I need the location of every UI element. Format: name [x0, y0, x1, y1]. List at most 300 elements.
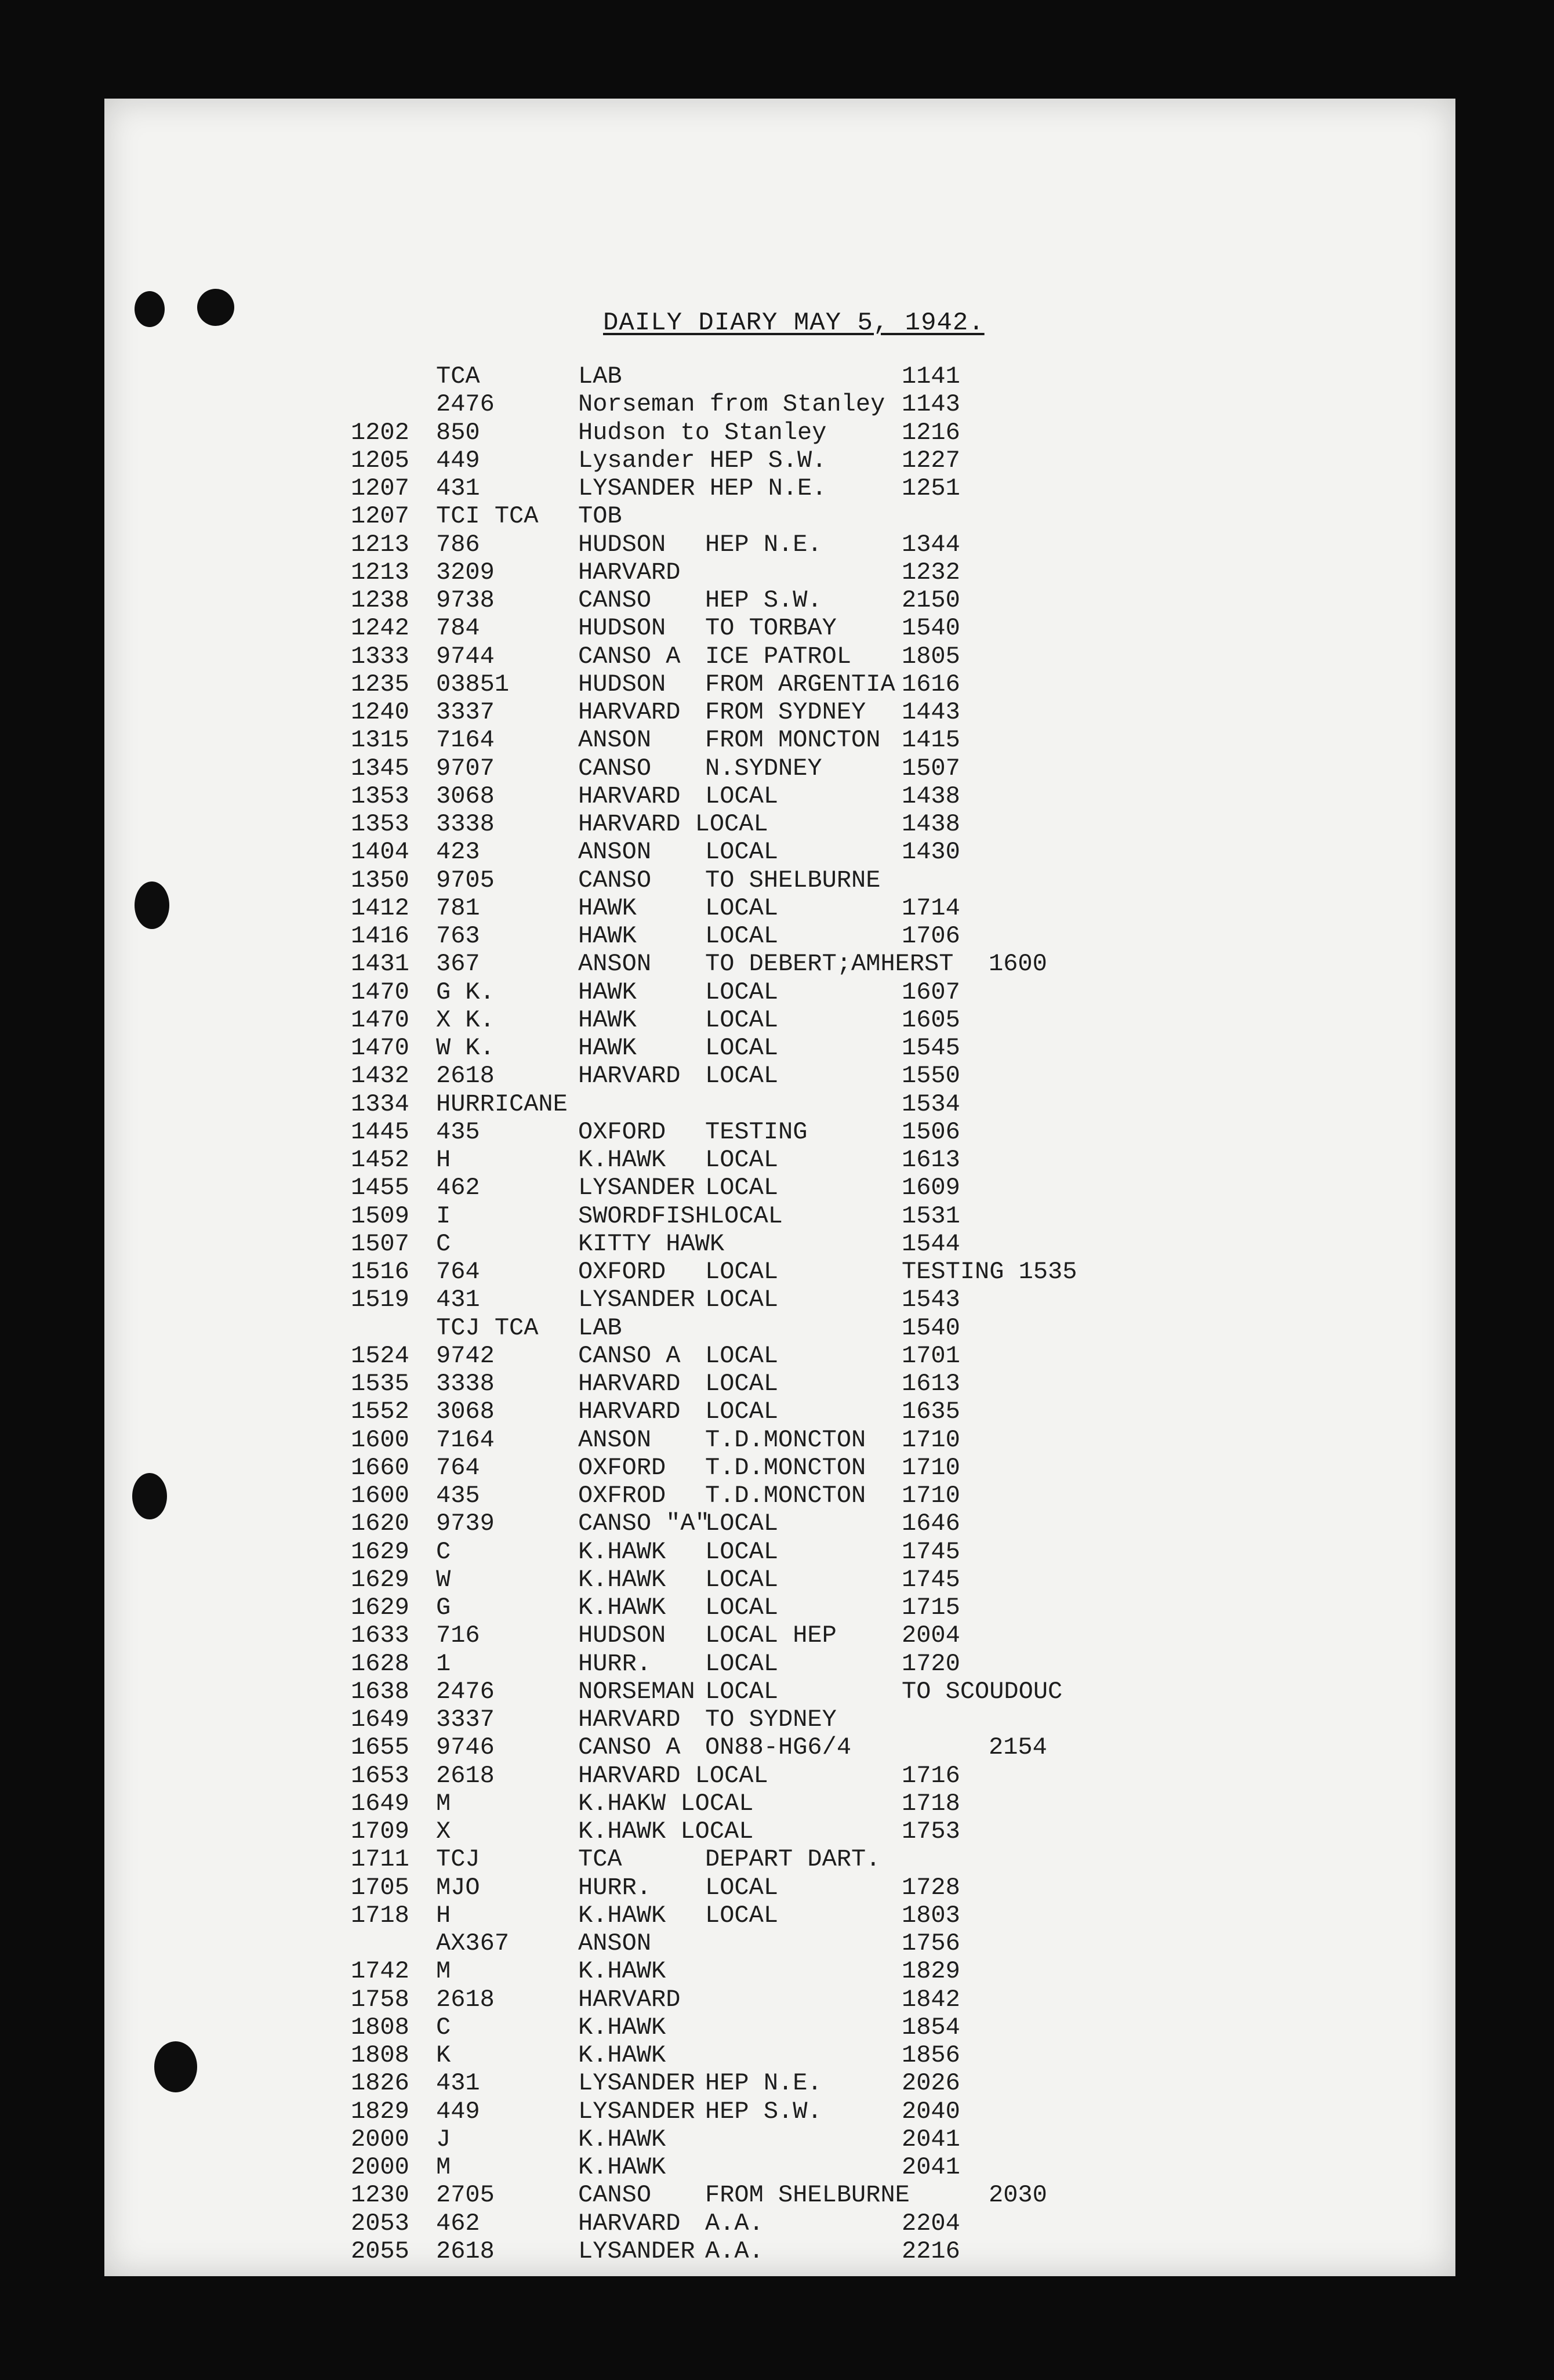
entry-type: ANSON: [578, 726, 652, 754]
entry-arr: 1701: [902, 1341, 960, 1370]
entry-remark: LOCAL: [705, 922, 779, 950]
entry-arr: 1756: [902, 1929, 960, 1957]
binder-hole: [197, 289, 234, 326]
entry-type: NORSEMAN: [578, 1677, 695, 1706]
entry-id: K: [436, 2041, 451, 2069]
entry-type: HUDSON: [578, 670, 666, 698]
entry-id: 3337: [436, 698, 495, 726]
entry-id: 367: [436, 950, 480, 978]
entry-type: HAWK: [578, 1006, 637, 1034]
entry-time: 1620: [351, 1510, 409, 1538]
entry-type: CANSO A: [578, 642, 681, 670]
entry-id: TCJ TCA: [436, 1314, 539, 1342]
diary-entry: [0, 2210, 1392, 2237]
entry-id: 9705: [436, 866, 495, 894]
entry-type: LYSANDER: [578, 2097, 695, 2125]
entry-id: X K.: [436, 1006, 495, 1034]
diary-entry: [0, 1678, 1392, 1706]
entry-id: H: [436, 1901, 451, 1929]
entry-id: 2618: [436, 1062, 495, 1090]
entry-type: K.HAWK: [578, 1594, 666, 1621]
entry-remark: LOCAL: [705, 1510, 779, 1538]
entry-arr: 1646: [902, 1510, 960, 1538]
entry-id: 449: [436, 446, 480, 474]
entry-arr: 1710: [902, 1482, 960, 1510]
entry-type: HARVARD: [578, 2209, 681, 2237]
entry-arr: 1616: [902, 670, 960, 698]
entry-arr: 1543: [902, 1286, 960, 1314]
entry-time: 1826: [351, 2069, 409, 2098]
entry-arr: 1506: [902, 1118, 960, 1146]
diary-entry: [0, 2153, 1392, 2181]
entry-remark: DEPART DART.: [705, 1845, 881, 1874]
entry-type: HARVARD: [578, 782, 681, 810]
entry-remark: TO SHELBURNE: [705, 866, 881, 894]
entry-remark: LOCAL: [705, 838, 779, 866]
entry-type: HUDSON: [578, 1621, 666, 1650]
diary-entry: [0, 1286, 1392, 1314]
entry-id: AX367: [436, 1929, 510, 1957]
entry-remark: LOCAL: [705, 1677, 779, 1706]
entry-arr: 1842: [902, 1985, 960, 2013]
entry-remark: LOCAL: [705, 1901, 779, 1929]
entry-id: 431: [436, 1286, 480, 1314]
entry-remark: LOCAL: [705, 1062, 779, 1090]
entry-arr: 1714: [902, 894, 960, 922]
entry-arr: 1716: [902, 1761, 960, 1790]
diary-entry: [0, 1006, 1392, 1034]
entry-arr: 1540: [902, 614, 960, 643]
entry-type: Lysander HEP S.W.: [578, 446, 827, 474]
entry-arr: 2040: [902, 2097, 960, 2125]
entry-arr: 1856: [902, 2041, 960, 2069]
entry-remark: LOCAL: [705, 1565, 779, 1594]
entry-id: TCA: [436, 362, 480, 390]
entry-arr: 2004: [902, 1621, 960, 1650]
entry-type: TCA: [578, 1845, 622, 1874]
entry-time: 1718: [351, 1901, 409, 1929]
diary-entry: [0, 726, 1392, 754]
entry-id: 3068: [436, 1398, 495, 1426]
entry-time: 1649: [351, 1789, 409, 1817]
entry-arr: 1507: [902, 754, 960, 782]
entry-type: ANSON: [578, 1425, 652, 1454]
entry-time: 1353: [351, 782, 409, 810]
entry-id: 435: [436, 1482, 480, 1510]
entry-arr: 1534: [902, 1090, 960, 1118]
entry-time: 1516: [351, 1258, 409, 1286]
entry-time: 1470: [351, 1034, 409, 1062]
entry-arr: 1251: [902, 474, 960, 502]
entry-remark: LOCAL: [705, 1006, 779, 1034]
diary-entry: [0, 1733, 1392, 1761]
entry-remark: HEP N.E.: [705, 530, 822, 558]
entry-time: 1808: [351, 2013, 409, 2041]
entry-id: I: [436, 1202, 451, 1230]
entry-id: H: [436, 1146, 451, 1174]
entry-arr: 1415: [902, 726, 960, 754]
entry-extra: 2030: [989, 2181, 1047, 2210]
diary-entry: [0, 2041, 1392, 2069]
entry-type: CANSO: [578, 2181, 652, 2210]
entry-arr: 1728: [902, 1873, 960, 1902]
entry-id: 423: [436, 838, 480, 866]
entry-type: HUDSON: [578, 530, 666, 558]
entry-time: 1238: [351, 586, 409, 614]
diary-entry: [0, 922, 1392, 950]
diary-entry: [0, 1706, 1392, 1733]
entry-arr: 2026: [902, 2069, 960, 2098]
entry-time: 1213: [351, 530, 409, 558]
entry-time: 2053: [351, 2209, 409, 2237]
entry-time: 1829: [351, 2097, 409, 2125]
entry-id: 9707: [436, 754, 495, 782]
entry-time: 1205: [351, 446, 409, 474]
diary-entry: [0, 2237, 1392, 2265]
entry-type: HARVARD: [578, 698, 681, 726]
diary-entry: [0, 1370, 1392, 1398]
diary-entry: [0, 474, 1392, 502]
entry-id: 9739: [436, 1510, 495, 1538]
entry-remark: A.A.: [705, 2209, 764, 2237]
entry-time: 1629: [351, 1565, 409, 1594]
diary-entry: [0, 1034, 1392, 1062]
entry-type: LAB: [578, 362, 622, 390]
entry-type: KITTY HAWK: [578, 1229, 725, 1258]
diary-entry: [0, 2013, 1392, 2041]
entry-time: 1432: [351, 1062, 409, 1090]
entry-id: M: [436, 1957, 451, 1986]
entry-type: CANSO: [578, 866, 652, 894]
diary-entry: [0, 1090, 1392, 1118]
entry-arr: 2041: [902, 2125, 960, 2153]
entry-arr: 1753: [902, 1817, 960, 1845]
entry-id: 1: [436, 1649, 451, 1678]
entry-id: 3068: [436, 782, 495, 810]
entry-type: SWORDFISHLOCAL: [578, 1202, 783, 1230]
entry-remark: LOCAL: [705, 1341, 779, 1370]
entry-remark: LOCAL: [705, 1146, 779, 1174]
entry-arr: 1745: [902, 1565, 960, 1594]
binder-hole: [135, 291, 165, 327]
entry-time: 1416: [351, 922, 409, 950]
entry-type: Hudson to Stanley: [578, 418, 827, 447]
entry-type: LYSANDER: [578, 2069, 695, 2098]
entry-arr: 1854: [902, 2013, 960, 2041]
entry-type: OXFROD: [578, 1482, 666, 1510]
entry-type: CANSO A: [578, 1341, 681, 1370]
entry-type: K.HAWK: [578, 1537, 666, 1566]
entry-remark: TO DEBERT;AMHERST: [705, 950, 954, 978]
entry-time: 1412: [351, 894, 409, 922]
entry-remark: LOCAL: [705, 1034, 779, 1062]
entry-id: 462: [436, 1174, 480, 1202]
entry-arr: 1803: [902, 1901, 960, 1929]
entry-type: K.HAWK: [578, 2041, 666, 2069]
entry-arr: 1344: [902, 530, 960, 558]
entry-arr: TO SCOUDOUC: [902, 1677, 1063, 1706]
entry-time: 1345: [351, 754, 409, 782]
entry-time: 1334: [351, 1090, 409, 1118]
entry-type: HUDSON: [578, 614, 666, 643]
entry-type: OXFORD: [578, 1453, 666, 1482]
diary-entry: [0, 362, 1392, 390]
diary-entry: [0, 782, 1392, 810]
entry-arr: 1545: [902, 1034, 960, 1062]
diary-entry: [0, 1174, 1392, 1202]
entry-type: CANSO "A": [578, 1510, 710, 1538]
entry-time: 1638: [351, 1677, 409, 1706]
entry-type: HARVARD: [578, 1985, 681, 2013]
entry-arr: 1710: [902, 1425, 960, 1454]
entry-extra: 2154: [989, 1733, 1047, 1762]
entry-arr: TESTING 1535: [902, 1258, 1077, 1286]
entry-remark: LOCAL: [705, 1537, 779, 1566]
entry-time: 1600: [351, 1482, 409, 1510]
entry-remark: HEP S.W.: [705, 2097, 822, 2125]
diary-entry: [0, 1258, 1392, 1286]
entry-id: 2618: [436, 1985, 495, 2013]
entry-remark: FROM SYDNEY: [705, 698, 866, 726]
entry-id: G: [436, 1594, 451, 1621]
diary-entry: [0, 1762, 1392, 1790]
entry-type: K.HAWK: [578, 2013, 666, 2041]
entry-time: 1207: [351, 502, 409, 531]
entry-arr: 1706: [902, 922, 960, 950]
entry-id: 2705: [436, 2181, 495, 2210]
diary-entry: [0, 1426, 1392, 1454]
entry-id: 7164: [436, 726, 495, 754]
entry-type: OXFORD: [578, 1258, 666, 1286]
diary-entry: [0, 1398, 1392, 1425]
entry-remark: FROM ARGENTIA: [705, 670, 895, 698]
diary-entry: [0, 894, 1392, 922]
entry-time: 1452: [351, 1146, 409, 1174]
entry-time: 1230: [351, 2181, 409, 2210]
entry-time: 1709: [351, 1817, 409, 1845]
entry-time: 1653: [351, 1761, 409, 1790]
entry-remark: T.D.MONCTON: [705, 1453, 866, 1482]
diary-entry: [0, 1062, 1392, 1090]
entry-arr: 1720: [902, 1649, 960, 1678]
diary-entry: [0, 1566, 1392, 1594]
entry-remark: LOCAL HEP: [705, 1621, 837, 1650]
entry-time: 1431: [351, 950, 409, 978]
entry-type: HAWK: [578, 894, 637, 922]
entry-type: HARVARD LOCAL: [578, 810, 768, 838]
entry-arr: 1718: [902, 1789, 960, 1817]
entry-arr: 2150: [902, 586, 960, 614]
entry-id: 431: [436, 474, 480, 502]
entry-id: 9744: [436, 642, 495, 670]
entry-id: 9746: [436, 1733, 495, 1762]
diary-entry: [0, 502, 1392, 530]
entry-id: 2476: [436, 1677, 495, 1706]
diary-entry: [0, 1594, 1392, 1621]
diary-entry: [0, 1902, 1392, 1929]
entry-id: 03851: [436, 670, 510, 698]
entry-remark: LOCAL: [705, 1370, 779, 1398]
entry-arr: 2204: [902, 2209, 960, 2237]
entry-remark: TO TORBAY: [705, 614, 837, 643]
diary-entry: [0, 2125, 1392, 2153]
diary-entry: [0, 447, 1392, 474]
entry-time: 1445: [351, 1118, 409, 1146]
entry-id: 9742: [436, 1341, 495, 1370]
entry-type: HARVARD: [578, 1706, 681, 1733]
entry-type: LYSANDER: [578, 1174, 695, 1202]
entry-remark: LOCAL: [705, 978, 779, 1006]
entry-id: 7164: [436, 1425, 495, 1454]
entry-time: 1535: [351, 1370, 409, 1398]
entry-type: CANSO A: [578, 1733, 681, 1762]
entry-type: ANSON: [578, 838, 652, 866]
diary-entry: [0, 1118, 1392, 1146]
entry-time: 1350: [351, 866, 409, 894]
entry-type: LYSANDER: [578, 2237, 695, 2265]
entry-remark: T.D.MONCTON: [705, 1482, 866, 1510]
entry-id: TCI TCA: [436, 502, 539, 531]
entry-time: 1353: [351, 810, 409, 838]
diary-entry: [0, 1845, 1392, 1873]
entry-arr: 1430: [902, 838, 960, 866]
entry-type: K.HAWK: [578, 1901, 666, 1929]
diary-entry: [0, 2181, 1392, 2209]
entry-arr: 1531: [902, 1202, 960, 1230]
entry-arr: 1635: [902, 1398, 960, 1426]
entry-arr: 1607: [902, 978, 960, 1006]
entry-time: 1705: [351, 1873, 409, 1902]
entry-type: HARVARD LOCAL: [578, 1761, 768, 1790]
entry-id: 764: [436, 1453, 480, 1482]
entry-type: ANSON: [578, 1929, 652, 1957]
entry-time: 1235: [351, 670, 409, 698]
entry-time: 1629: [351, 1594, 409, 1621]
diary-entry: [0, 754, 1392, 782]
entry-type: LYSANDER HEP N.E.: [578, 474, 827, 502]
diary-entry: [0, 1790, 1392, 1817]
entry-arr: 2041: [902, 2153, 960, 2181]
entry-type: K.HAWK: [578, 1565, 666, 1594]
entry-id: J: [436, 2125, 451, 2153]
entry-id: 786: [436, 530, 480, 558]
entry-arr: 1141: [902, 362, 960, 390]
entry-id: 784: [436, 614, 480, 643]
diary-entry: [0, 1454, 1392, 1482]
entry-arr: 1715: [902, 1594, 960, 1621]
entry-type: K.HAWK: [578, 1146, 666, 1174]
entry-time: 1470: [351, 1006, 409, 1034]
entry-id: C: [436, 2013, 451, 2041]
diary-entry: [0, 698, 1392, 726]
entry-id: M: [436, 2153, 451, 2181]
entry-id: W K.: [436, 1034, 495, 1062]
entry-time: 1711: [351, 1845, 409, 1874]
entry-id: 763: [436, 922, 480, 950]
entry-arr: 1540: [902, 1314, 960, 1342]
entry-time: 1628: [351, 1649, 409, 1678]
entry-type: HARVARD: [578, 558, 681, 586]
entry-time: 1660: [351, 1453, 409, 1482]
entry-id: 462: [436, 2209, 480, 2237]
diary-entry: [0, 531, 1392, 558]
entry-type: LYSANDER: [578, 1286, 695, 1314]
entry-arr: 1232: [902, 558, 960, 586]
entry-remark: N.SYDNEY: [705, 754, 822, 782]
diary-entry: [0, 1202, 1392, 1230]
entry-time: 2000: [351, 2153, 409, 2181]
entry-extra: 1600: [989, 950, 1047, 978]
entry-id: 3338: [436, 1370, 495, 1398]
diary-entry: [0, 1817, 1392, 1845]
entry-time: 1404: [351, 838, 409, 866]
entry-id: 781: [436, 894, 480, 922]
diary-entry: [0, 810, 1392, 838]
entry-id: 3209: [436, 558, 495, 586]
entry-arr: 1613: [902, 1370, 960, 1398]
entry-type: Norseman from Stanley: [578, 390, 885, 419]
diary-entry: [0, 1538, 1392, 1566]
entry-time: 1629: [351, 1537, 409, 1566]
diary-entry: [0, 1510, 1392, 1537]
entry-arr: 1438: [902, 782, 960, 810]
entry-type: HAWK: [578, 922, 637, 950]
entry-time: 1509: [351, 1202, 409, 1230]
entry-type: CANSO: [578, 586, 652, 614]
entry-time: 1655: [351, 1733, 409, 1762]
entry-type: HARVARD: [578, 1062, 681, 1090]
entry-time: 1524: [351, 1341, 409, 1370]
entry-time: 1202: [351, 418, 409, 447]
entry-id: C: [436, 1537, 451, 1566]
entry-time: 1507: [351, 1229, 409, 1258]
entry-arr: 1550: [902, 1062, 960, 1090]
entry-type: HAWK: [578, 1034, 637, 1062]
entry-remark: FROM MONCTON: [705, 726, 881, 754]
diary-entry: [0, 1957, 1392, 1985]
diary-entry: [0, 866, 1392, 894]
entry-id: 435: [436, 1118, 480, 1146]
entry-id: 3337: [436, 1706, 495, 1733]
diary-entry: [0, 2069, 1392, 2097]
entry-arr: 1544: [902, 1229, 960, 1258]
entry-time: 1240: [351, 698, 409, 726]
entry-remark: TESTING: [705, 1118, 808, 1146]
entry-remark: HEP S.W.: [705, 586, 822, 614]
diary-entry: [0, 670, 1392, 698]
entry-time: 1207: [351, 474, 409, 502]
entry-time: 1742: [351, 1957, 409, 1986]
entry-arr: 1613: [902, 1146, 960, 1174]
entry-id: 3338: [436, 810, 495, 838]
diary-entry: [0, 1342, 1392, 1370]
entry-time: 1808: [351, 2041, 409, 2069]
diary-entry: [0, 614, 1392, 642]
entry-remark: LOCAL: [705, 1286, 779, 1314]
diary-entry: [0, 1146, 1392, 1174]
diary-entry: [0, 1929, 1392, 1957]
entry-remark: A.A.: [705, 2237, 764, 2265]
entry-type: K.HAWK: [578, 1957, 666, 1986]
entry-id: HURRICANE: [436, 1090, 568, 1118]
entry-arr: 1829: [902, 1957, 960, 1986]
entry-type: K.HAWK LOCAL: [578, 1817, 754, 1845]
entry-arr: 1605: [902, 1006, 960, 1034]
entry-type: ANSON: [578, 950, 652, 978]
entry-remark: TO SYDNEY: [705, 1706, 837, 1733]
diary-entry: [0, 1314, 1392, 1342]
entry-time: 1600: [351, 1425, 409, 1454]
